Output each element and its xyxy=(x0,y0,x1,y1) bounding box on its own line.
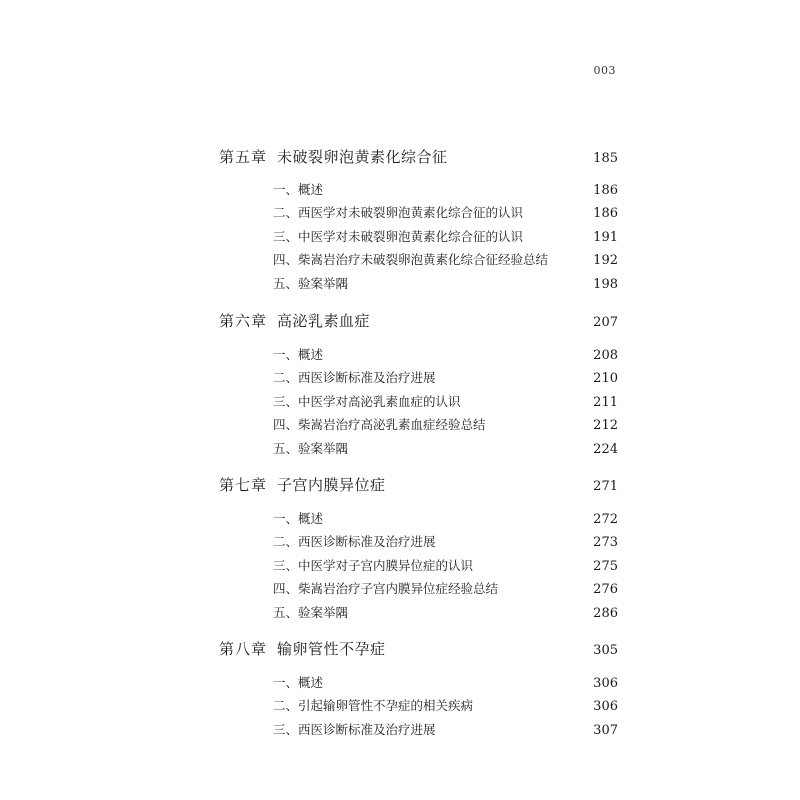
toc-entry[interactable] xyxy=(273,415,618,433)
section-page-number: 211 xyxy=(593,395,618,410)
toc-entry[interactable] xyxy=(273,532,618,550)
section-title: 三、西医诊断标准及治疗进展 xyxy=(273,722,436,737)
chapter-title: 输卵管性不孕症 xyxy=(277,640,386,658)
chapter-page-number: 207 xyxy=(593,315,618,330)
toc-entry[interactable] xyxy=(273,250,618,268)
chapter-label: 第五章 xyxy=(219,148,268,166)
section-page-number: 286 xyxy=(593,606,618,621)
section-page-number: 224 xyxy=(593,442,618,457)
chapter-label: 第六章 xyxy=(219,312,268,330)
section-title: 三、中医学对子宫内膜异位症的认识 xyxy=(273,558,474,573)
toc-entry[interactable] xyxy=(273,509,618,527)
section-title: 一、概述 xyxy=(273,182,324,197)
section-page-number: 192 xyxy=(593,253,618,268)
chapter-label: 第七章 xyxy=(219,476,268,494)
section-title: 四、柴嵩岩治疗未破裂卵泡黄素化综合征经验总结 xyxy=(273,252,549,267)
section-page-number: 212 xyxy=(593,418,618,433)
section-page-number: 186 xyxy=(593,206,618,221)
chapter-page-number: 185 xyxy=(593,151,618,166)
toc-entry[interactable] xyxy=(273,180,618,198)
toc-entry[interactable] xyxy=(273,556,618,574)
section-page-number: 191 xyxy=(593,230,618,245)
section-title: 一、概述 xyxy=(273,511,324,526)
section-title: 四、柴嵩岩治疗子宫内膜异位症经验总结 xyxy=(273,581,499,596)
toc-entry[interactable] xyxy=(273,720,618,738)
chapter-heading[interactable] xyxy=(219,474,618,495)
chapter-label: 第八章 xyxy=(219,640,268,658)
section-title: 二、西医诊断标准及治疗进展 xyxy=(273,370,436,385)
toc-entry[interactable] xyxy=(273,392,618,410)
toc-entry[interactable] xyxy=(273,579,618,597)
chapter-heading[interactable] xyxy=(219,638,618,659)
section-title: 二、西医诊断标准及治疗进展 xyxy=(273,534,436,549)
chapter-title: 未破裂卵泡黄素化综合征 xyxy=(277,148,448,166)
chapter-title: 高泌乳素血症 xyxy=(277,312,371,330)
section-title: 二、引起输卵管性不孕症的相关疾病 xyxy=(273,698,474,713)
section-page-number: 276 xyxy=(593,582,618,597)
chapter-page-number: 271 xyxy=(593,479,618,494)
page-number: 003 xyxy=(593,64,616,77)
section-title: 四、柴嵩岩治疗高泌乳素血症经验总结 xyxy=(273,417,486,432)
section-page-number: 275 xyxy=(593,559,618,574)
chapter-page-number: 305 xyxy=(593,643,618,658)
section-title: 一、概述 xyxy=(273,675,324,690)
toc-entry[interactable] xyxy=(273,696,618,714)
section-page-number: 208 xyxy=(593,348,618,363)
section-title: 五、验案举隅 xyxy=(273,605,349,620)
toc-entry[interactable] xyxy=(273,203,618,221)
toc-entry[interactable] xyxy=(273,673,618,691)
chapter-title: 子宫内膜异位症 xyxy=(277,476,386,494)
section-page-number: 273 xyxy=(593,535,618,550)
section-page-number: 272 xyxy=(593,512,618,527)
section-title: 五、验案举隅 xyxy=(273,276,349,291)
section-title: 三、中医学对未破裂卵泡黄素化综合征的认识 xyxy=(273,229,524,244)
toc-entry[interactable] xyxy=(273,274,618,292)
section-title: 五、验案举隅 xyxy=(273,441,349,456)
chapter-heading[interactable] xyxy=(219,310,618,331)
section-title: 二、西医学对未破裂卵泡黄素化综合征的认识 xyxy=(273,205,524,220)
section-title: 一、概述 xyxy=(273,347,324,362)
toc-entry[interactable] xyxy=(273,439,618,457)
chapter-heading[interactable] xyxy=(219,146,618,167)
toc-entry[interactable] xyxy=(273,368,618,386)
toc-entry[interactable] xyxy=(273,227,618,245)
section-title: 三、中医学对高泌乳素血症的认识 xyxy=(273,394,461,409)
section-page-number: 307 xyxy=(593,723,618,738)
section-page-number: 198 xyxy=(593,277,618,292)
toc-entry[interactable] xyxy=(273,345,618,363)
section-page-number: 306 xyxy=(593,699,618,714)
toc-entry[interactable] xyxy=(273,603,618,621)
section-page-number: 210 xyxy=(593,371,618,386)
section-page-number: 306 xyxy=(593,676,618,691)
section-page-number: 186 xyxy=(593,183,618,198)
